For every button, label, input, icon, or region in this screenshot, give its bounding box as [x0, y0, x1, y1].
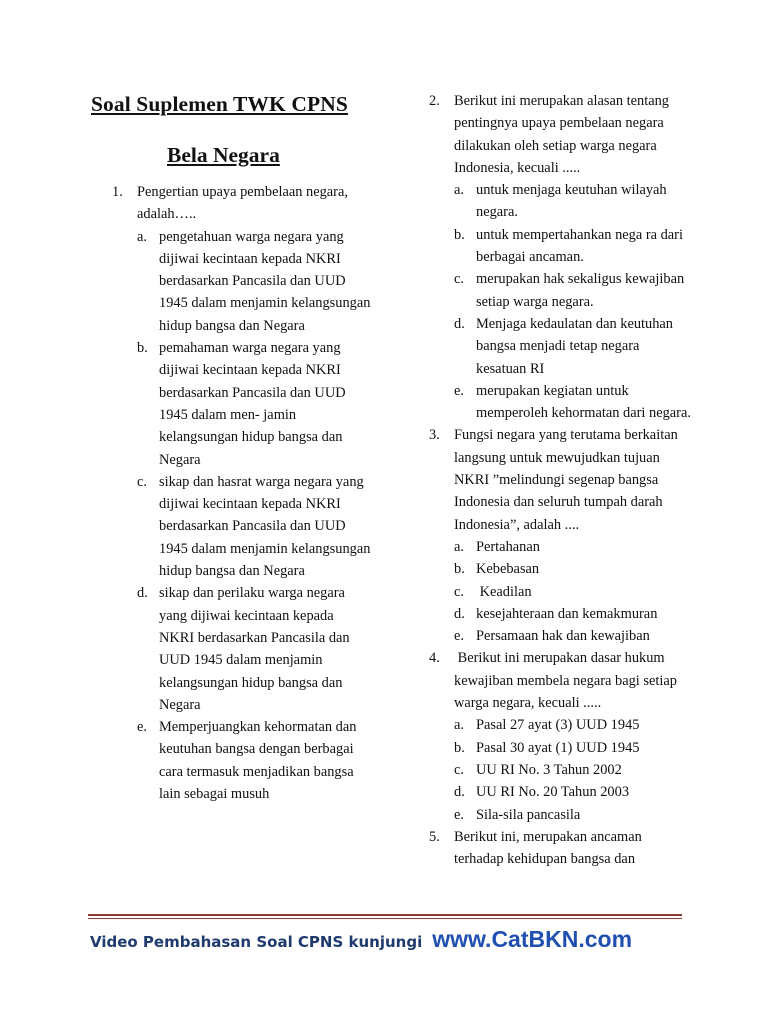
option-text: Menjaga kedaulatan dan keutuhan bangsa menjadi tetap negara kesatuan RI — [476, 315, 673, 377]
document-title: Soal Suplemen TWK CPNS — [91, 92, 348, 116]
option-text: untuk menjaga keutuhan wilayah negara. — [476, 182, 667, 221]
option-text: sikap dan hasrat warga negara yang dijiwai kecintaan kepada NKRI berdasarkan Pancasila dan UUD 1945 dalam menjamin kelangsungan hidup bangsa dan Negara — [159, 473, 371, 580]
option-letter: d. — [137, 585, 148, 602]
option-item — [454, 714, 691, 736]
option-letter: a. — [454, 717, 464, 734]
option-letter: a. — [137, 228, 147, 245]
option-item — [454, 804, 691, 826]
option-text: Keadilan — [476, 583, 532, 600]
option-list — [137, 226, 372, 806]
footer-divider-thin — [88, 918, 682, 919]
option-item — [454, 380, 691, 425]
option-text: Persamaan hak dan kewajiban — [476, 628, 650, 645]
question-stem: Fungsi negara yang terutama berkaitan langsung untuk mewujudkan tujuan NKRI ”melindungi segenap bangsa Indonesia dan seluruh tumpah darah Indonesia”, adalah .... — [454, 427, 678, 533]
option-list — [454, 714, 691, 825]
option-item — [137, 582, 372, 716]
option-letter: e. — [137, 719, 147, 736]
option-item — [137, 337, 372, 471]
option-letter: a. — [454, 538, 464, 555]
option-item — [137, 226, 372, 337]
option-item — [137, 716, 372, 805]
footer — [90, 926, 632, 953]
option-text: Kebebasan — [476, 561, 540, 578]
option-text: sikap dan perilaku warga negara yang dijiwai kecintaan kepada NKRI berdasarkan Pancasila dan UUD 1945 dalam menjamin kelangsungan hidup bangsa dan Negara — [159, 585, 350, 713]
option-item — [454, 737, 691, 759]
option-item — [454, 581, 691, 603]
right-column — [429, 90, 691, 870]
question-number: 5. — [429, 828, 440, 845]
question-number: 3. — [429, 427, 440, 444]
option-text: pengetahuan warga negara yang dijiwai kecintaan kepada NKRI berdasarkan Pancasila dan UUD 1945 dalam menjamin kelangsungan hidup bangsa dan Negara — [159, 228, 371, 334]
option-item — [454, 759, 691, 781]
option-item — [454, 224, 691, 269]
option-letter: d. — [454, 605, 465, 622]
question-number: 1. — [112, 184, 123, 200]
option-letter: c. — [454, 271, 464, 288]
option-letter: d. — [454, 784, 465, 801]
option-letter: b. — [454, 561, 465, 578]
option-letter: b. — [137, 340, 148, 357]
question-1 — [112, 181, 372, 805]
question-5 — [429, 826, 691, 871]
document-subtitle: Bela Negara — [167, 143, 280, 167]
option-text: Memperjuangkan kehormatan dan keutuhan bangsa dengan berbagai cara termasuk menjadikan bangsa lain sebagai musuh — [159, 719, 357, 803]
option-list — [454, 536, 691, 647]
option-item — [454, 558, 691, 580]
footer-promo-text: Video Pembahasan Soal CPNS kunjungi — [90, 933, 423, 951]
option-letter: c. — [454, 761, 464, 778]
option-item — [454, 313, 691, 380]
option-text: kesejahteraan dan kemakmuran — [476, 605, 658, 622]
question-2 — [429, 90, 691, 424]
option-text: pemahaman warga negara yang dijiwai kecintaan kepada NKRI berdasarkan Pancasila dan UUD 1945 dalam men- jamin kelangsungan hidup bangsa dan Negara — [159, 340, 346, 468]
option-item — [137, 471, 372, 582]
option-text: Pasal 27 ayat (3) UUD 1945 — [476, 717, 640, 734]
option-text: Pasal 30 ayat (1) UUD 1945 — [476, 739, 640, 756]
option-item — [454, 179, 691, 224]
option-letter: a. — [454, 182, 464, 199]
question-stem: Pengertian upaya pembelaan negara, adalah….. — [137, 184, 348, 223]
question-stem: Berikut ini merupakan dasar hukum kewajiban membela negara bagi setiap warga negara, kecuali ..... — [454, 650, 681, 712]
option-text: UU RI No. 3 Tahun 2002 — [476, 761, 622, 778]
option-letter: d. — [454, 315, 465, 332]
option-item — [454, 536, 691, 558]
question-4 — [429, 647, 691, 825]
option-letter: e. — [454, 806, 464, 823]
option-item — [454, 781, 691, 803]
option-letter: c. — [137, 473, 147, 490]
option-text: merupakan hak sekaligus kewajiban setiap warga negara. — [476, 271, 685, 310]
option-letter: b. — [454, 739, 465, 756]
option-letter: e. — [454, 382, 464, 399]
footer-website-link[interactable]: www.CatBKN.com — [432, 926, 633, 952]
question-number: 2. — [429, 93, 440, 109]
option-letter: b. — [454, 226, 465, 243]
footer-divider — [88, 914, 682, 916]
option-text: untuk mempertahankan nega ra dari berbagai ancaman. — [476, 226, 683, 266]
option-item — [454, 625, 691, 647]
option-text: Sila-sila pancasila — [476, 806, 581, 823]
option-list — [454, 179, 691, 424]
option-letter: c. — [454, 583, 464, 600]
left-column — [112, 181, 372, 805]
question-stem: Berikut ini, merupakan ancaman terhadap kehidupan bangsa dan — [454, 828, 642, 868]
option-item — [454, 268, 691, 313]
option-text: Pertahanan — [476, 538, 540, 555]
question-stem: Berikut ini merupakan alasan tentang pentingnya upaya pembelaan negara dilakukan oleh setiap warga negara Indonesia, kecuali ..... — [454, 93, 669, 176]
option-text: UU RI No. 20 Tahun 2003 — [476, 784, 630, 801]
option-item — [454, 603, 691, 625]
option-text: merupakan kegiatan untuk memperoleh kehormatan dari negara. — [476, 382, 691, 422]
question-number: 4. — [429, 650, 440, 667]
option-letter: e. — [454, 628, 464, 645]
question-3 — [429, 424, 691, 647]
